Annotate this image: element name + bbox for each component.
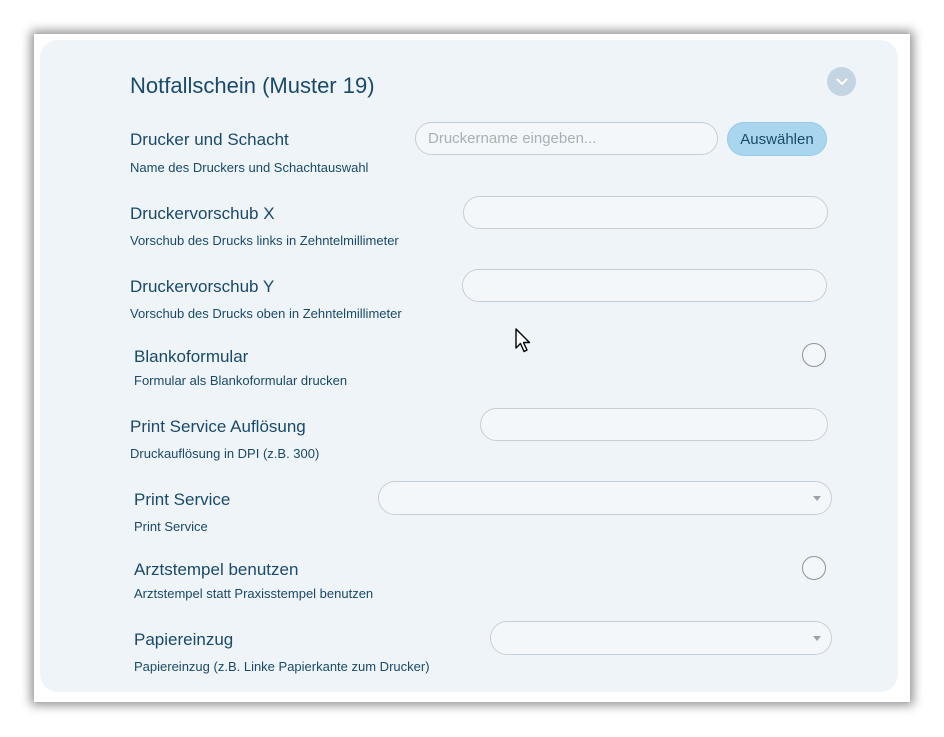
settings-window	[34, 34, 910, 702]
dropdown-arrow-icon	[813, 496, 821, 501]
blanko-description: Formular als Blankoformular drucken	[134, 373, 348, 388]
vorschub-y-description: Vorschub des Drucks oben in Zehntelmillimeter	[130, 306, 402, 321]
arztstempel-label: Arztstempel benutzen	[134, 560, 299, 579]
vorschub-x-label: Druckervorschub X	[130, 204, 275, 223]
aufloesung-input[interactable]	[480, 408, 828, 441]
drucker-input[interactable]	[415, 122, 718, 155]
mouse-pointer-icon	[515, 328, 533, 354]
blanko-toggle[interactable]	[802, 343, 826, 367]
print-service-label: Print Service	[134, 490, 231, 509]
arztstempel-description: Arztstempel statt Praxisstempel benutzen	[134, 586, 374, 601]
papiereinzug-select[interactable]	[490, 621, 832, 655]
papiereinzug-label: Papiereinzug	[134, 630, 234, 649]
aufloesung-description: Druckauflösung in DPI (z.B. 300)	[130, 446, 320, 461]
section-title: Notfallschein (Muster 19)	[130, 73, 375, 98]
vorschub-x-description: Vorschub des Drucks links in Zehntelmillimeter	[130, 233, 399, 248]
drucker-label: Drucker und Schacht	[130, 130, 289, 149]
vorschub-y-label: Druckervorschub Y	[130, 277, 275, 296]
dropdown-arrow-icon	[813, 636, 821, 641]
collapse-button[interactable]	[827, 67, 856, 96]
auswaehlen-button[interactable]: Auswählen	[727, 122, 827, 156]
print-service-select[interactable]	[378, 481, 832, 515]
print-service-description: Print Service	[134, 519, 208, 534]
vorschub-x-input[interactable]	[463, 196, 828, 229]
aufloesung-label: Print Service Auflösung	[130, 417, 306, 436]
blanko-label: Blankoformular	[134, 347, 249, 366]
arztstempel-toggle[interactable]	[802, 556, 826, 580]
chevron-down-icon	[836, 78, 848, 86]
drucker-description: Name des Druckers und Schachtauswahl	[130, 160, 369, 175]
settings-panel	[40, 40, 898, 692]
papiereinzug-description: Papiereinzug (z.B. Linke Papierkante zum Drucker)	[134, 659, 430, 674]
vorschub-y-input[interactable]	[462, 269, 827, 302]
